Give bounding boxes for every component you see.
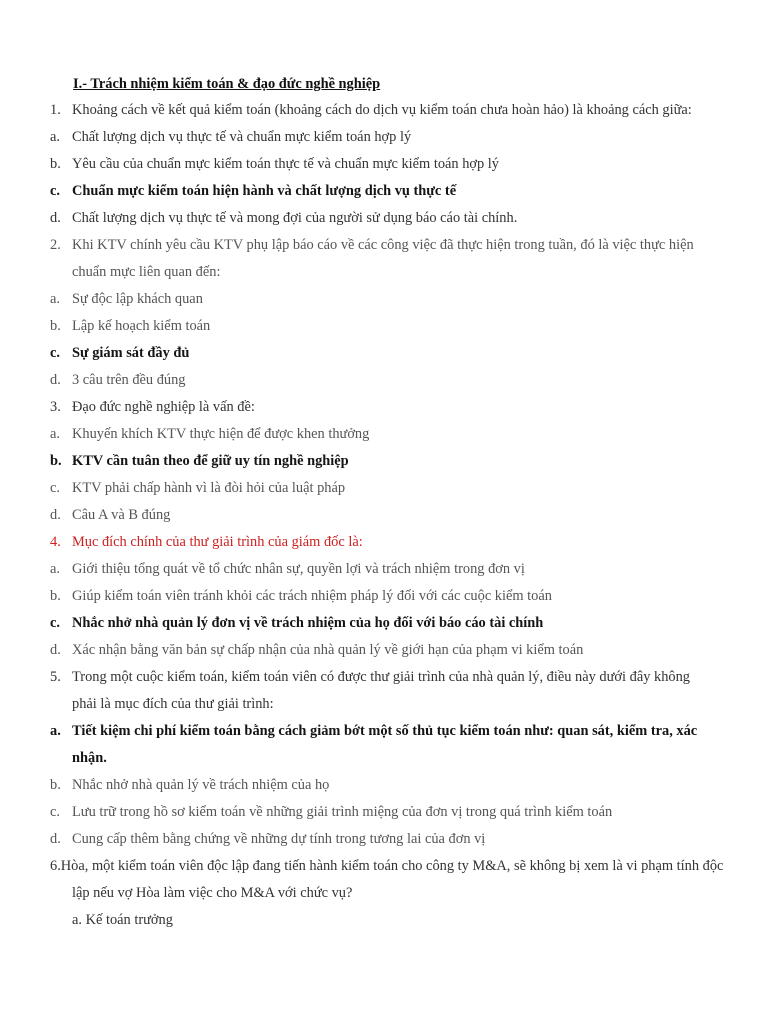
question-3 [0, 394, 768, 421]
option-marker: b. [50, 777, 61, 793]
question-4 [0, 529, 768, 556]
option-2c-answer [0, 340, 768, 367]
question-number: 4. [50, 534, 61, 550]
option-text: Câu A và B đúng [72, 507, 171, 523]
option-marker: c. [50, 345, 60, 361]
option-marker: c. [50, 480, 60, 496]
option-text: Chuẩn mực kiểm toán hiện hành và chất lượng dịch vụ thực tế [72, 183, 457, 199]
option-marker: d. [50, 831, 61, 847]
option-text: Xác nhận bằng văn bản sự chấp nhận của nhà quản lý về giới hạn của phạm vi kiểm toán [72, 642, 584, 658]
option-marker: c. [50, 804, 60, 820]
option-marker: b. [50, 453, 62, 469]
option-text: KTV cần tuân theo để giữ uy tín nghề nghiệp [72, 453, 349, 469]
option-text: 3 câu trên đều đúng [72, 372, 186, 388]
question-2 [0, 232, 768, 286]
question-text: Mục đích chính của thư giải trình của giám đốc là: [72, 534, 363, 550]
option-text: Tiết kiệm chi phí kiểm toán bằng cách giảm bớt một số thủ tục kiểm toán như: quan sát, kiểm tra, xác nhận. [72, 723, 698, 766]
option-3c [0, 475, 768, 502]
option-marker: a. [50, 426, 60, 442]
option-text: Lưu trữ trong hồ sơ kiểm toán về những giải trình miệng của đơn vị trong quá trình kiểm toán [72, 804, 613, 820]
option-text: Giúp kiểm toán viên tránh khỏi các trách nhiệm pháp lý đối với các cuộc kiểm toán [72, 588, 552, 604]
option-marker: b. [50, 156, 61, 172]
question-number: 5. [50, 669, 61, 685]
option-text: Khuyến khích KTV thực hiện để được khen thưởng [72, 426, 370, 442]
option-marker: d. [50, 210, 61, 226]
question-1 [0, 97, 768, 124]
option-marker: c. [50, 615, 60, 631]
option-marker: b. [50, 318, 61, 334]
option-4d [0, 637, 768, 664]
option-6a: a. Kế toán trưởng [72, 912, 173, 928]
question-text: Đạo đức nghề nghiệp là vấn đề: [72, 399, 255, 415]
option-marker: a. [50, 129, 60, 145]
option-1b [0, 151, 768, 178]
option-marker: c. [50, 183, 60, 199]
question-text: Khi KTV chính yêu cầu KTV phụ lập báo cáo về các công việc đã thực hiện trong tuần, đó là việc thực hiện chuẩn mực liên quan đến: [72, 237, 694, 280]
option-4a [0, 556, 768, 583]
option-text: Nhắc nhở nhà quản lý đơn vị về trách nhiệm của họ đối với báo cáo tài chính [72, 615, 544, 631]
option-5d [0, 826, 768, 853]
option-text: Sự độc lập khách quan [72, 291, 203, 307]
option-text: Chất lượng dịch vụ thực tế và chuẩn mực kiểm toán hợp lý [72, 129, 412, 145]
question-5 [0, 664, 768, 718]
option-text: Cung cấp thêm bằng chứng về những dự tính trong tương lai của đơn vị [72, 831, 486, 847]
option-marker: b. [50, 588, 61, 604]
section-title: I.- Trách nhiệm kiểm toán & đạo đức nghề nghiệp [73, 76, 381, 92]
option-text: Giới thiệu tổng quát về tổ chức nhân sự, quyền lợi và trách nhiệm trong đơn vị [72, 561, 525, 577]
option-marker: a. [50, 723, 61, 739]
option-4b [0, 583, 768, 610]
question-text: Khoảng cách về kết quả kiểm toán (khoảng cách do dịch vụ kiểm toán chưa hoàn hảo) là khoảng cách giữa: [72, 102, 692, 118]
option-1a [0, 124, 768, 151]
option-1c-answer [0, 178, 768, 205]
option-4c-answer [0, 610, 768, 637]
option-text: KTV phải chấp hành vì là đòi hỏi của luật pháp [72, 480, 346, 496]
option-1d [0, 205, 768, 232]
option-5b [0, 772, 768, 799]
option-3d [0, 502, 768, 529]
option-5a-answer [0, 718, 768, 772]
option-marker: a. [50, 561, 60, 577]
option-2b [0, 313, 768, 340]
question-number: 1. [50, 102, 61, 118]
option-3a [0, 421, 768, 448]
option-2d [0, 367, 768, 394]
option-marker: d. [50, 642, 61, 658]
question-text: Trong một cuộc kiểm toán, kiểm toán viên có được thư giải trình của nhà quản lý, điều này dưới đây không phải là mục đích của thư giải trình: [72, 669, 690, 712]
option-2a [0, 286, 768, 313]
question-number: 3. [50, 399, 61, 415]
option-text: Lập kế hoạch kiểm toán [72, 318, 211, 334]
option-marker: d. [50, 372, 61, 388]
question-6: 6.Hòa, một kiểm toán viên độc lập đang tiến hành kiểm toán cho công ty M&A, sẽ không bị xem là vi phạm tính độc lập nếu vợ Hòa làm việc cho M&A với chức vụ? [50, 858, 724, 901]
option-text: Sự giám sát đầy đủ [72, 345, 190, 361]
option-text: Yêu cầu của chuẩn mực kiểm toán thực tế và chuẩn mực kiểm toán hợp lý [72, 156, 500, 172]
question-number: 2. [50, 237, 61, 253]
option-text: Nhắc nhở nhà quản lý về trách nhiệm của họ [72, 777, 330, 793]
option-marker: d. [50, 507, 61, 523]
option-3b-answer [0, 448, 768, 475]
option-text: Chất lượng dịch vụ thực tế và mong đợi của người sử dụng báo cáo tài chính. [72, 210, 518, 226]
option-marker: a. [50, 291, 60, 307]
option-5c [0, 799, 768, 826]
